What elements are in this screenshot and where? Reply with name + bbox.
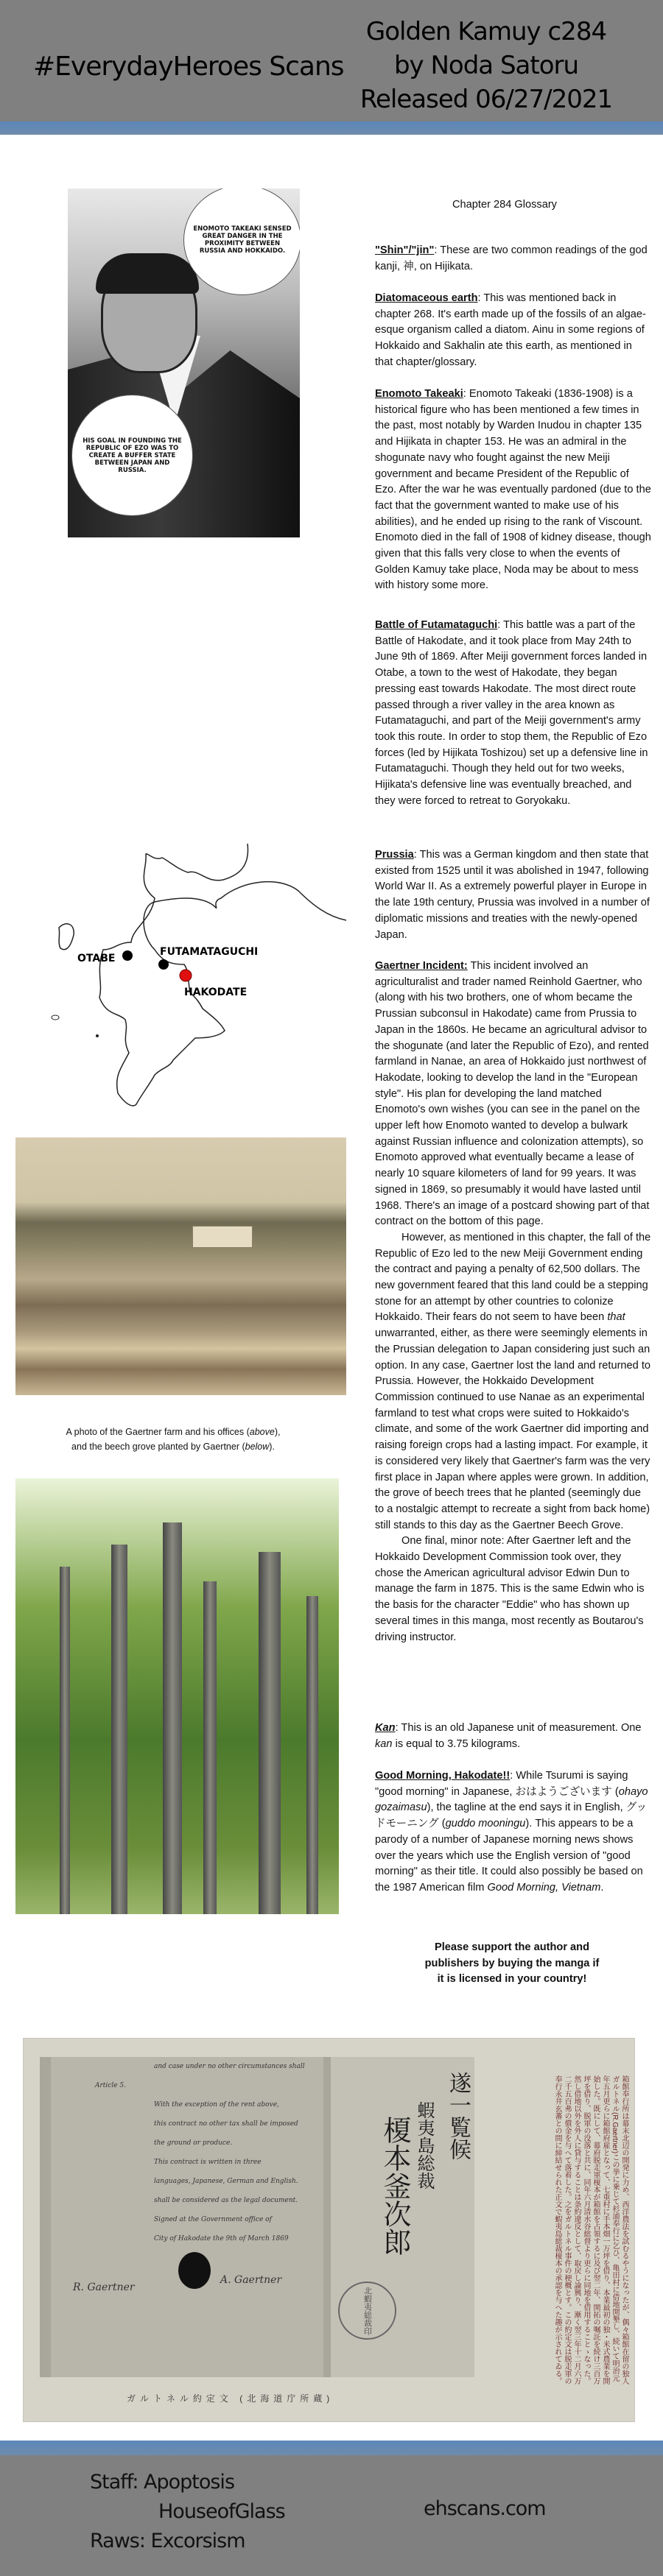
glossary-term: Diatomaceous earth	[375, 292, 478, 304]
caption-text: A photo of the Gaertner farm and his offices (	[66, 1427, 250, 1437]
contract-line: Article 5.	[95, 2082, 126, 2089]
contract-line: and case under no other circumstances shall	[154, 2063, 305, 2070]
coastline-east	[155, 882, 346, 920]
contract-line: the ground or produce.	[154, 2139, 233, 2147]
entry-text: guddo mooningu	[445, 1818, 526, 1830]
entry-text: that	[607, 1311, 625, 1324]
tree-trunk	[111, 1545, 127, 1914]
postcard-gaertner-contract	[23, 2038, 635, 2422]
contract-english-page	[51, 2057, 323, 2377]
glossary-term: Prussia	[375, 849, 414, 861]
glossary-entry-enomoto-takeaki	[375, 387, 651, 594]
glossary-entry-battle-of-futamataguchi	[375, 618, 651, 809]
contract-line: Signed at the Government office of	[154, 2216, 272, 2223]
support-line: publishers by buying the manga if	[424, 1957, 600, 1969]
entry-text: is equal to 3.75 kilograms.	[392, 1737, 521, 1750]
glossary-term: Gaertner Incident:	[375, 960, 468, 972]
futamataguchi-marker	[158, 959, 169, 970]
glossary-term: Enomoto Takeaki	[375, 388, 463, 400]
caption-text: ),	[274, 1427, 281, 1437]
tree-trunk	[259, 1552, 281, 1914]
contract-line: City of Hakodate the 9th of March 1869	[154, 2235, 289, 2242]
entry-text: .	[600, 1881, 604, 1894]
entry-text: : This battle was a part of the Battle of Hakodate, and it took place from May 24th to June 9th of 1869. After Meiji government forces landed in Otabe, a town to the west of Hakodate, they began pressing east towards Hakodate. The most direct route passed through a river valley in the area known as Futamataguchi, and part of the Meiji government's army took this route. In order to stop them, the Republic of Ezo forces (led by Hijikata Toshizou) set up a defensive line in Futamataguchi. Though they held out for two weeks, Hijikata's defensive line was eventually breached, and they were forced to retreat to Goryokaku.	[375, 619, 648, 807]
glossary-entry-shin-jin	[375, 243, 651, 275]
entry-paragraph	[375, 291, 651, 371]
entry-text: : This was a German kingdom and then state that existed from 1525 until it was abolished in 1947, following World War II. As a extremely powerful player in Europe in the late 19th century, Prussia was involved in a number of diplomatic missions and treaties with the newly-opened Japan.	[375, 849, 650, 941]
entry-text: This incident involved an agriculturalist and trader named Reinhold Gaertner, who (along with his two brothers, one of whom became the Prussian subconsul in Hakodate) came from Prussia to Japan in the 1860s. He became an agricultural advisor to the shogunate (and later the Republic of Ezo), and rented farmland in Nanae, an area of Hokkaido just northwest of Hakodate, looking to develop the land in the "European style". His plan for developing the land matched Enomoto's own wishes (you can see in the panel on the upper left how Enomoto wanted to develop a bulwark against Russian influence and colonization attempts), so Enomoto approved what eventually became a lease of nearly 10 square kilometers of land for 99 years. It was signed in 1869, so presumably it would have lasted until 1968. There's an image of a postcard showing part of that contract on the bottom of this page.	[375, 960, 650, 1228]
glossary-entry-prussia	[375, 847, 651, 943]
entry-text: However, as mentioned in this chapter, the fall of the Republic of Ezo led to the new Meiji Government ending the contract and paying a penalty of 62,500 dollars. The new government feared that this land could be a stepping stone for an attempt by other countries to colonize Hokkaido. Their fears do not seem to have been	[375, 1231, 651, 1324]
seal-stamp: 北蝦夷総裁印	[338, 2282, 396, 2340]
photo-caption	[0, 1425, 346, 1454]
glossary-entry-good-morning-hakodate	[375, 1768, 651, 1896]
header-stripe	[0, 121, 663, 135]
scanlator-brand: #EverydayHeroes Scans	[33, 52, 344, 82]
otabe-marker	[122, 950, 133, 961]
map-label-futamataguchi: FUTAMATAGUCHI	[160, 946, 259, 958]
map-label-hakodate: HAKODATE	[184, 987, 248, 998]
glossary-term: "Shin"/"jin"	[375, 244, 435, 256]
caption-text: and the beech grove planted by Gaertner (	[71, 1441, 245, 1452]
entry-text: : This was mentioned back in chapter 268. It's earth made up of the fossils of an algae-esque organism called a diatom. Ainu in some regions of Hokkaido and Sakhalin ate this earth, as mentioned in that chapter/glossary.	[375, 292, 646, 368]
contract-line: This contract is written in three	[154, 2159, 262, 2166]
glossary-entry-gaertner-incident	[375, 959, 651, 1645]
map-label-otabe: OTABE	[77, 953, 116, 964]
entry-paragraph	[375, 243, 651, 275]
entry-paragraph	[375, 1534, 651, 1645]
site-link[interactable]: ehscans.com	[424, 2497, 546, 2520]
contract-line: languages, Japanese, German and English.	[154, 2178, 298, 2185]
coastline-north	[99, 844, 248, 1106]
glossary-term: Battle of Futamataguchi	[375, 619, 498, 631]
photo-beech-grove	[15, 1478, 339, 1914]
title-text: 蝦夷島総裁	[414, 2101, 435, 2189]
entry-paragraph	[375, 1768, 651, 1896]
entry-text: : While Tsurumi is saying "good morning" in Japanese, おはようございます (	[375, 1770, 628, 1798]
caption-text: ).	[269, 1441, 275, 1452]
entry-paragraph	[375, 387, 651, 594]
entry-text: One final, minor note: After Gaertner left and the Hokkaido Development Commission took over, they chose the American agricultural advisor Edwin Dun to manage the farm in 1875. This is the same Edwin who is the basis for the character "Eddie" who has shown up several times in this manga, most recently as Boutarou's driving instructor.	[375, 1535, 645, 1643]
postcard-description: 箱館奉行所は幕末北辺の開発に力め、西洋農法を試むるやうになったが、偶々箱館在留の独人ガルトネル(R.Gaertner)この挙に乗じて杉浦奉行に乞ひ、亀田村に借地開墾し、続いて明治元年五月更らに箱館府雇となって、七重村に手本畑一万坪を借り、本業最初の独・米式農業を開始した。既にして、幕府脱走軍榎本が箱館を占領するに及び翌二年、開拓の嘱託を続け三百万坪を借り、脱軍の没落と共に、同年六月清水谷総督より更らに同地を借用することゝなった。然し借地以外を外人に貸与することは条約違反として、取戻し論興り、漸く翌三年十二月六万二千五百弗の償金を与へて落着した。之をガルトネル事件の梗概とす。この約定文は脱走軍の奉行永井玄蕃との間に締結せられた正文で蝦夷島総裁榎本の承認を与へた趣が示されてゐる。	[553, 2075, 628, 2385]
caption-italic: above	[249, 1427, 275, 1437]
entry-text: : These are two common readings of the god kanji, 神, on Hijikata.	[375, 244, 648, 272]
island	[59, 924, 74, 950]
release-date: Released 06/27/2021	[359, 85, 613, 114]
support-message	[413, 1940, 611, 1988]
entry-paragraph	[375, 959, 651, 1230]
manga-panel-enomoto	[68, 188, 300, 537]
signature-a-gaertner: A. Gaertner	[220, 2274, 282, 2286]
staff-line: Staff: Apoptosis	[90, 2471, 235, 2494]
entry-text: ). This appears to be a parody of a number of Japanese morning news shows over the years which use the English version of "good morning" as their title. It could also possibly be based on the 1987 American film	[375, 1818, 643, 1894]
glossary-term: Good Morning, Hakodate!!	[375, 1770, 511, 1782]
approval-text: 遂一覧候	[445, 2072, 471, 2160]
caption-italic: below	[245, 1441, 270, 1452]
staff-line: HouseofGlass	[158, 2500, 285, 2523]
staff-credits	[90, 2468, 285, 2556]
glossary-entry-diatomaceous-earth	[375, 291, 651, 371]
wax-seal	[178, 2252, 211, 2289]
entry-paragraph	[375, 618, 651, 809]
raws-credit: Raws: Excorsism	[90, 2530, 245, 2552]
entry-paragraph	[375, 847, 651, 943]
speech-bubble: HIS GOAL IN FOUNDING THE REPUBLIC OF EZO WAS TO CREATE A BUFFER STATE BETWEEN JAPAN AND RUSSIA.	[71, 395, 193, 516]
support-line: it is licensed in your country!	[437, 1973, 587, 1986]
contract-document	[40, 2057, 474, 2377]
author: by Noda Satoru	[393, 51, 579, 80]
contract-line: shall be considered as the legal document.	[154, 2197, 298, 2204]
tree-trunk	[306, 1596, 318, 1914]
farm-office-building	[192, 1226, 253, 1248]
support-line: Please support the author and	[434, 1941, 590, 1953]
signature-r-gaertner: R. Gaertner	[73, 2282, 135, 2293]
entry-text: ohayo gozaimasu	[375, 1785, 648, 1814]
speech-bubble: ENOMOTO TAKEAKI SENSED GREAT DANGER IN THE PROXIMITY BETWEEN RUSSIA AND HOKKAIDO.	[183, 188, 300, 295]
map-hakodate-region	[44, 825, 346, 1119]
hakodate-marker	[180, 970, 192, 981]
entry-text: : Enomoto Takeaki (1836-1908) is a historical figure who has been mentioned a few times in the past, most notably by Warden Inudou in chapter 135 and Hijikata in chapter 153. He was an admiral in the shogunate navy who fought against the new Meiji government and became President of the Republic of Ezo. After the war he was eventually pardoned (due to the fact that the government wanted to make use of his abilities), and he ended up rising to the rank of Viscount. Enomoto died in the fall of 1908 of kidney disease, though given that this falls very close to when the events of Golden Kamuy take place, Noda may be about to mess with history some more.	[375, 388, 651, 592]
entry-paragraph	[375, 1230, 651, 1534]
contract-line: this contract no other tax shall be imposed	[154, 2120, 298, 2128]
hair	[96, 253, 199, 294]
entry-text: unwarranted, either, as there were seemingly elements in the Prussian delegation to Japan considering just such an option. In any case, Gaertner lost the land and returned to Prussia. However, the Hokkaido Development Commission continued to use Nanae as an experimental farmland to test what crops were suited to Hokkaido's climate, and some of the work Gaertner did importing and raising foreign crops had a lasting impact. For example, it is considered very likely that Gaertner's farm was the very first place in Japan where apples were grown. In addition, the grove of beech trees that he planted (seemingly due to a nostalgic attempt to recreate a sight from back home) still stands to this day as the Gaertner Beech Grove.	[375, 1327, 651, 1531]
entry-text: Good Morning, Vietnam	[487, 1881, 601, 1894]
release-title	[332, 15, 641, 116]
contract-japanese-page	[331, 2057, 474, 2377]
tree-trunk	[60, 1567, 70, 1914]
footer-stripe	[0, 2441, 663, 2455]
series-chapter: Golden Kamuy c284	[365, 17, 607, 46]
entry-text: kan	[375, 1737, 393, 1750]
glossary-term: Kan	[375, 1722, 396, 1734]
signature-enomoto: 榎本釜次郎	[379, 2116, 411, 2256]
tree-trunk	[203, 1581, 217, 1914]
postcard-caption: ガルトネル約定文 (北海道庁所蔵)	[127, 2393, 334, 2404]
photo-gaertner-farm	[15, 1137, 346, 1395]
entry-text: ), the tagline at the end says it in English, グッドモーニング (	[375, 1802, 648, 1830]
tree-trunk	[163, 1522, 182, 1914]
glossary-entry-kan	[375, 1721, 651, 1752]
glossary-title: Chapter 284 Glossary	[452, 199, 557, 211]
entry-text: : This is an old Japanese unit of measurement. One	[395, 1722, 642, 1734]
entry-paragraph	[375, 1721, 651, 1752]
contract-line: With the exception of the rent above,	[154, 2101, 279, 2109]
